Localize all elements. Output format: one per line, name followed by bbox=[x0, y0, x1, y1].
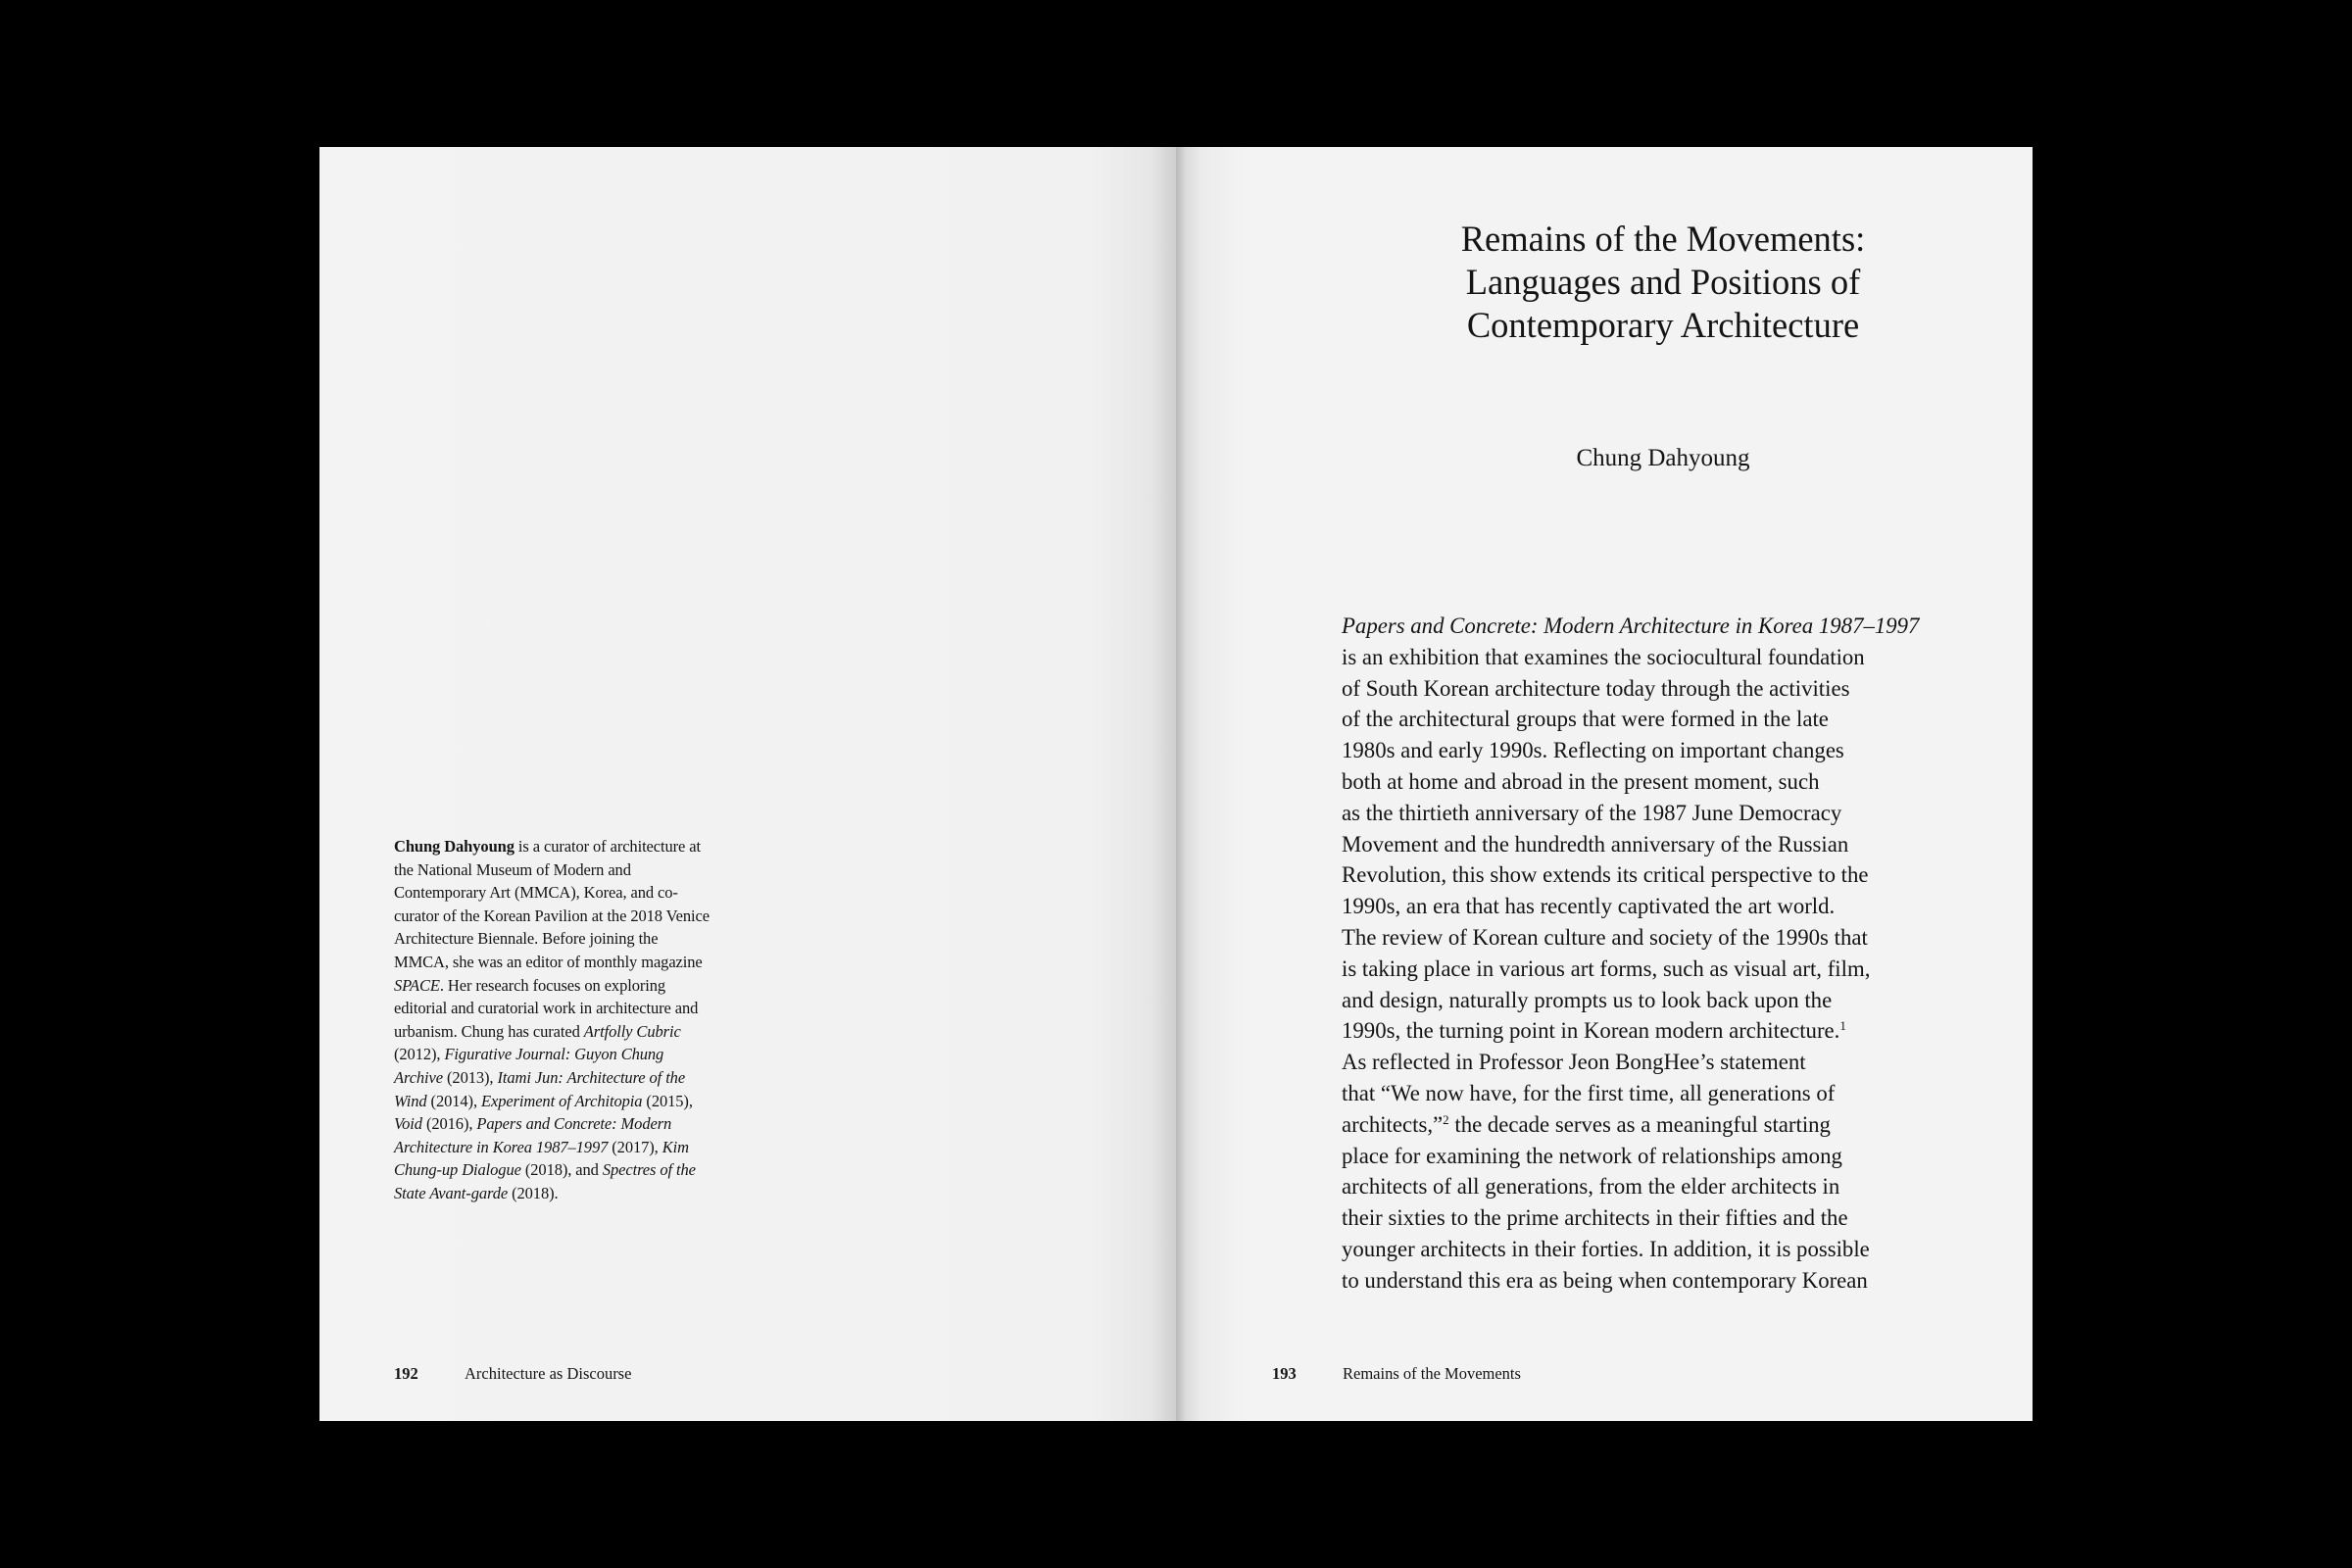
body-line bbox=[1342, 1109, 1959, 1141]
bio-work-title: Spectres of the State Avant-garde bbox=[394, 1160, 696, 1202]
bio-work-title: Void bbox=[394, 1114, 422, 1134]
bio-magazine: SPACE bbox=[394, 975, 440, 995]
bio-work-year: (2018), and bbox=[520, 1160, 603, 1180]
bio-work-year: (2016), bbox=[421, 1114, 477, 1134]
chapter-title-line: Remains of the Movements: bbox=[1460, 219, 1866, 259]
body-line: Revolution, this show extends its critical perspective to the bbox=[1342, 862, 1869, 888]
bio-work-year: (2014), bbox=[426, 1091, 481, 1110]
body-line: place for examining the network of relationships among bbox=[1342, 1143, 1842, 1168]
bio-work-year: (2018). bbox=[508, 1183, 559, 1202]
body-line: The review of Korean culture and society of the 1990s that bbox=[1342, 924, 1868, 950]
body-paragraph bbox=[1342, 611, 1959, 1297]
chapter-title bbox=[1176, 218, 2033, 347]
body-line: Papers and Concrete: Modern Architecture in Korea 1987–1997 bbox=[1342, 613, 1920, 638]
book-spread bbox=[319, 147, 2033, 1421]
body-line: architects of all generations, from the elder architects in bbox=[1342, 1174, 1840, 1200]
bio-work-title: Itami Jun: Architecture of the Wind bbox=[394, 1067, 686, 1110]
body-line: to understand this era as being when contemporary Korean bbox=[1342, 1267, 1868, 1293]
page-number: 193 bbox=[1272, 1364, 1297, 1383]
running-head: Architecture as Discourse bbox=[465, 1364, 632, 1383]
body-line: and design, naturally prompts us to look back upon the bbox=[1342, 987, 1833, 1012]
body-text-run: 1990s, the turning point in Korean modern architecture. bbox=[1342, 1018, 1840, 1044]
bio-work-title: Papers and Concrete: Modern Architecture in Korea 1987–1997 bbox=[394, 1114, 672, 1156]
bio-work-year: (2012), bbox=[394, 1045, 445, 1064]
body-line: as the thirtieth anniversary of the 1987 June Democracy bbox=[1342, 800, 1842, 825]
right-page bbox=[1176, 147, 2033, 1421]
body-line: As reflected in Professor Jeon BongHee’s statement bbox=[1342, 1050, 1806, 1075]
body-text-run: the decade serves as a meaningful starting bbox=[1448, 1111, 1831, 1137]
body-text-run: architects,” bbox=[1342, 1111, 1444, 1137]
bio-work-year: (2013), bbox=[443, 1067, 498, 1087]
bio-intro: is a curator of architecture at the National Museum of Modern and Contemporary Art (MMCA), Korea, and co-curator of the Korean Pavilion at the 2018 Venice Architecture Biennale. Before joining the MMCA, she was an editor of monthly magazine bbox=[394, 837, 710, 971]
bio-work-title: Figurative Journal: Guyon Chung Archive bbox=[394, 1045, 664, 1087]
bio-work-year: (2017), bbox=[608, 1137, 662, 1156]
body-line: Movement and the hundredth anniversary of the Russian bbox=[1342, 831, 1849, 857]
body-line: of South Korean architecture today through the activities bbox=[1342, 675, 1850, 701]
bio-work-year: (2015), bbox=[642, 1091, 693, 1110]
chapter-title-line: Contemporary Architecture bbox=[1466, 305, 1860, 345]
bio-name: Chung Dahyoung bbox=[394, 837, 514, 856]
page-number: 192 bbox=[394, 1364, 418, 1383]
body-line: both at home and abroad in the present moment, such bbox=[1342, 768, 1820, 794]
chapter-title-line: Languages and Positions of bbox=[1465, 262, 1861, 302]
bio-work-title: Artfolly Cubric bbox=[583, 1021, 681, 1041]
body-line: 1990s, an era that has recently captivated the art world. bbox=[1342, 894, 1836, 919]
footnote-marker: 2 bbox=[1443, 1111, 1449, 1127]
bio-work-title: Experiment of Architopia bbox=[481, 1091, 643, 1110]
right-folio bbox=[1272, 1364, 1521, 1384]
body-line bbox=[1342, 1015, 1959, 1047]
bio-paragraph bbox=[394, 835, 710, 1205]
body-line: is an exhibition that examines the sociocultural foundation bbox=[1342, 644, 1865, 669]
body-line: that “We now have, for the first time, all generations of bbox=[1342, 1080, 1836, 1105]
author-bio bbox=[394, 835, 710, 1205]
bio-research: . Her research focuses on exploring editorial and curatorial work in architecture and urbanism. Chung has curated bbox=[394, 975, 699, 1041]
running-head: Remains of the Movements bbox=[1343, 1364, 1521, 1383]
footnote-marker: 1 bbox=[1839, 1018, 1846, 1034]
bio-work-title: Kim Chung-up Dialogue bbox=[394, 1137, 689, 1180]
body-line: 1980s and early 1990s. Reflecting on important changes bbox=[1342, 738, 1844, 763]
body-line: of the architectural groups that were formed in the late bbox=[1342, 707, 1829, 732]
left-folio bbox=[394, 1364, 631, 1384]
body-line: is taking place in various art forms, such as visual art, film, bbox=[1342, 956, 1871, 981]
left-page bbox=[319, 147, 1176, 1421]
body-line: their sixties to the prime architects in their fifties and the bbox=[1342, 1205, 1848, 1231]
chapter-author: Chung Dahyoung bbox=[1576, 445, 1750, 471]
body-line: younger architects in their forties. In addition, it is possible bbox=[1342, 1236, 1870, 1261]
